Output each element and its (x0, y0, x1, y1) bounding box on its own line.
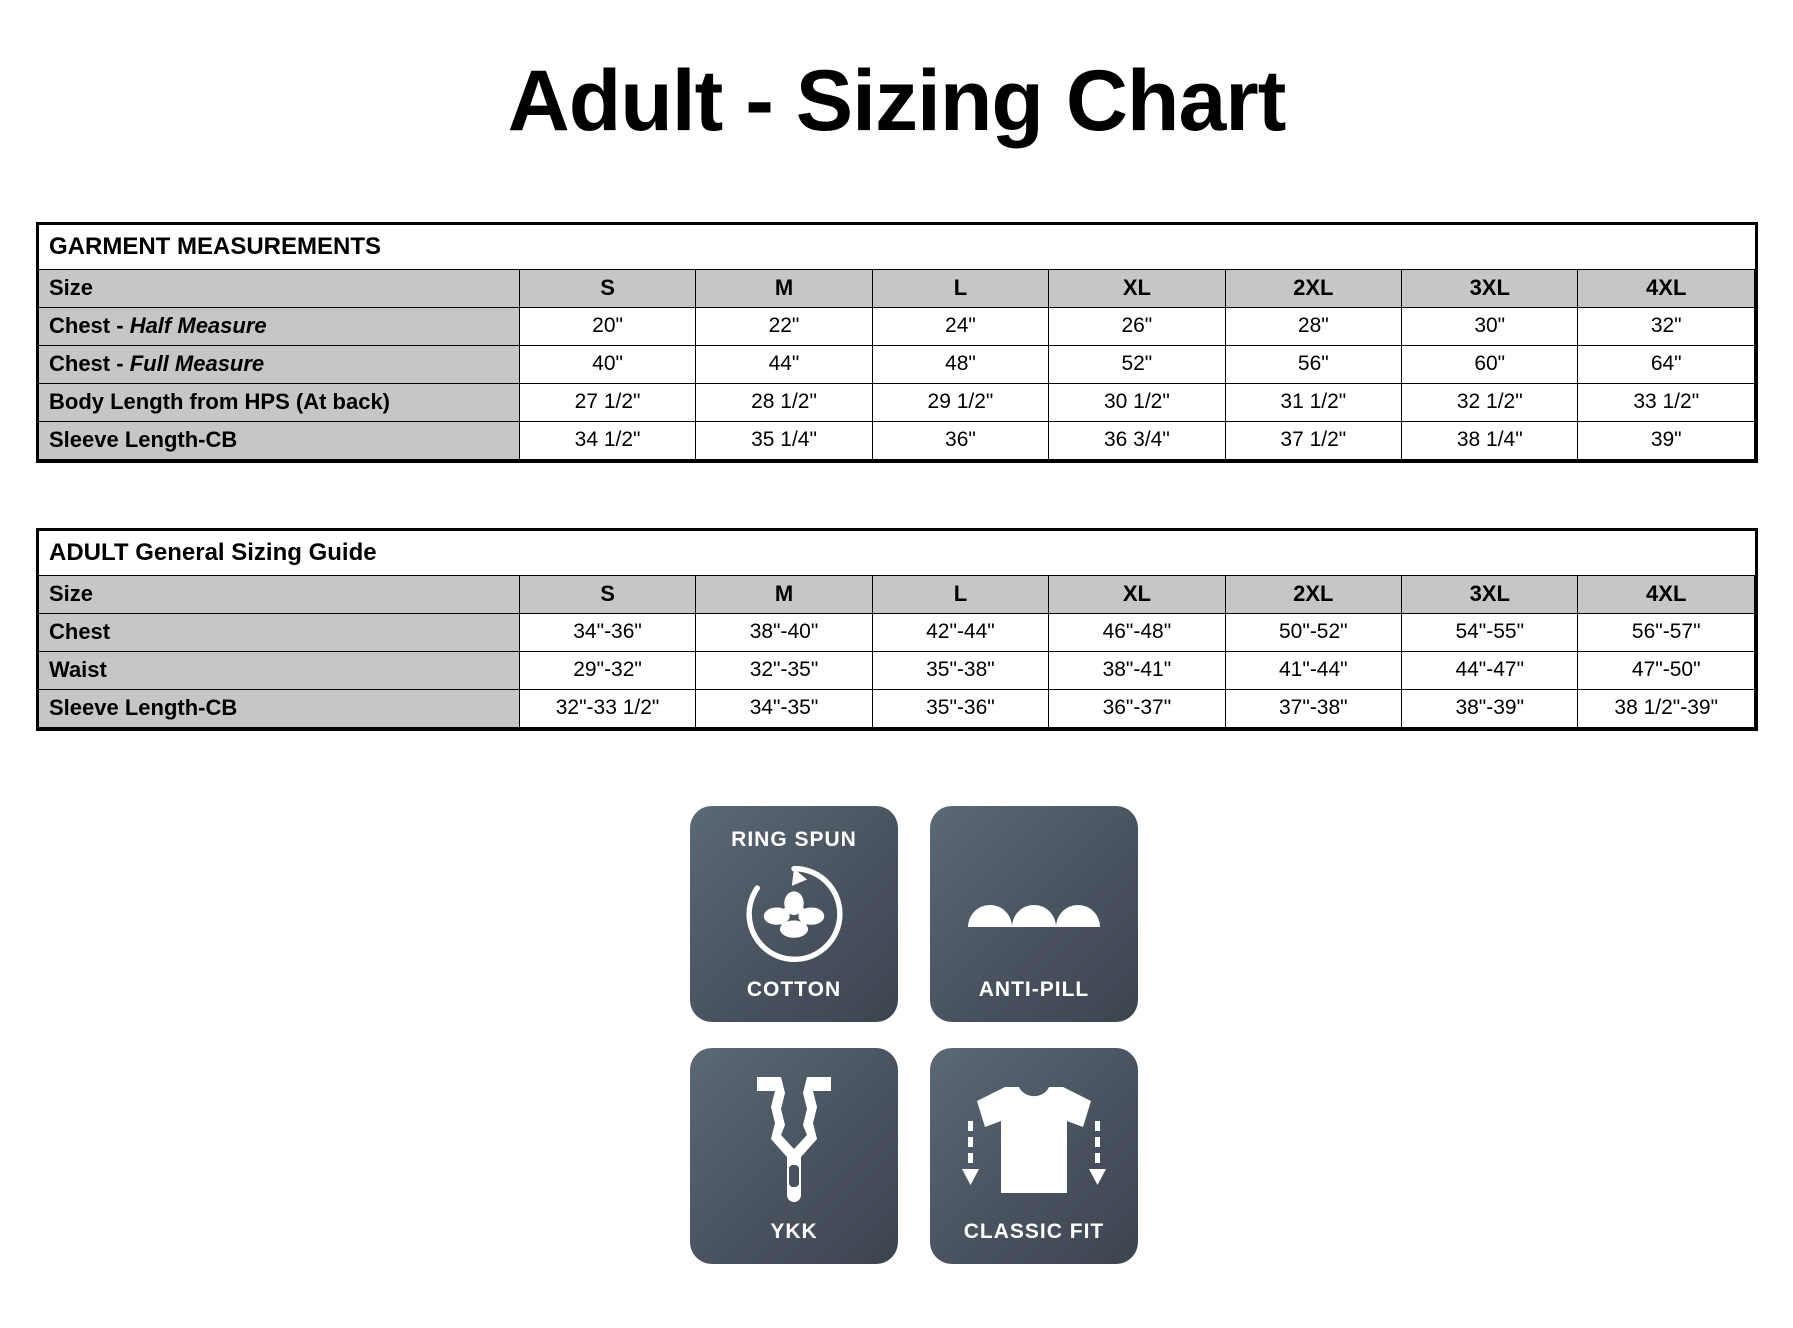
column-header-m: M (696, 575, 872, 613)
feature-tile-anti-pill (930, 806, 1138, 1022)
cell-value: 26" (1049, 307, 1225, 345)
cell-value: 31 1/2" (1225, 383, 1401, 421)
cell-value: 36 3/4" (1049, 421, 1225, 459)
column-header-4xl: 4XL (1578, 575, 1755, 613)
cotton-boll-icon (740, 860, 848, 968)
table-header-row (39, 269, 1755, 307)
feature-icons-row-2 (690, 1048, 1140, 1264)
cell-value: 36"-37" (1049, 689, 1225, 727)
cell-value: 29 1/2" (872, 383, 1048, 421)
cell-value: 22" (696, 307, 872, 345)
cell-value: 28" (1225, 307, 1401, 345)
feature-caption-bottom: ANTI-PILL (978, 978, 1090, 1001)
cell-value: 35"-36" (872, 689, 1048, 727)
cell-value: 38"-40" (696, 613, 872, 651)
page-title: Adult - Sizing Chart (507, 53, 1286, 149)
cell-value: 32" (1578, 307, 1755, 345)
garment-measurements-table (36, 222, 1758, 463)
column-header-l: L (872, 575, 1048, 613)
table-row (39, 383, 1755, 421)
cell-value: 56" (1225, 345, 1401, 383)
feature-caption-bottom: CLASSIC FIT (963, 1220, 1105, 1243)
cell-value: 38 1/4" (1402, 421, 1578, 459)
table-row (39, 307, 1755, 345)
row-label-text: Waist (49, 657, 107, 682)
general-sizing-guide-table (36, 528, 1758, 731)
cell-value: 35"-38" (872, 651, 1048, 689)
table-section-title-row (39, 225, 1755, 269)
cell-value: 34 1/2" (519, 421, 695, 459)
cell-value: 47"-50" (1578, 651, 1755, 689)
anti-pill-icon (964, 871, 1104, 931)
feature-caption-bottom: YKK (770, 1220, 818, 1243)
cell-value: 44" (696, 345, 872, 383)
row-label-emphasis: Full Measure (129, 351, 265, 376)
cell-value: 29"-32" (519, 651, 695, 689)
row-label-text: Body Length from HPS (At back) (49, 389, 391, 414)
cell-value: 64" (1578, 345, 1755, 383)
row-label-emphasis: Half Measure (129, 313, 267, 338)
row-label (39, 345, 519, 383)
feature-icons (690, 806, 1140, 1290)
feature-icons-row-1 (690, 806, 1140, 1022)
feature-caption-top: RING SPUN (731, 828, 857, 851)
cell-value: 56"-57" (1578, 613, 1755, 651)
cell-value: 52" (1049, 345, 1225, 383)
feature-tile-classic-fit (930, 1048, 1138, 1264)
column-header-m: M (696, 269, 872, 307)
row-label (39, 383, 519, 421)
cell-value: 60" (1402, 345, 1578, 383)
cell-value: 20" (519, 307, 695, 345)
cell-value: 42"-44" (872, 613, 1048, 651)
cell-value: 44"-47" (1402, 651, 1578, 689)
cell-value: 33 1/2" (1578, 383, 1755, 421)
row-label-text: Chest - (49, 313, 130, 338)
tshirt-fit-icon (959, 1079, 1109, 1207)
row-label-text: Sleeve Length-CB (49, 427, 238, 452)
table-row (39, 651, 1755, 689)
cell-value: 48" (872, 345, 1048, 383)
cell-value: 37"-38" (1225, 689, 1401, 727)
column-header-xl: XL (1049, 269, 1225, 307)
column-header-s: S (519, 575, 695, 613)
cell-value: 40" (519, 345, 695, 383)
cell-value: 37 1/2" (1225, 421, 1401, 459)
cell-value: 28 1/2" (696, 383, 872, 421)
cell-value: 50"-52" (1225, 613, 1401, 651)
cell-value: 32"-33 1/2" (519, 689, 695, 727)
feature-caption-bottom: COTTON (746, 978, 842, 1001)
cell-value: 34"-36" (519, 613, 695, 651)
cell-value: 30 1/2" (1049, 383, 1225, 421)
column-header-4xl: 4XL (1578, 269, 1755, 307)
row-label (39, 689, 519, 727)
cell-value: 54"-55" (1402, 613, 1578, 651)
cell-value: 38"-41" (1049, 651, 1225, 689)
column-header-2xl: 2XL (1225, 269, 1401, 307)
cell-value: 34"-35" (696, 689, 872, 727)
cell-value: 41"-44" (1225, 651, 1401, 689)
column-header-size: Size (39, 575, 519, 613)
column-header-3xl: 3XL (1402, 575, 1578, 613)
table-row (39, 689, 1755, 727)
column-header-s: S (519, 269, 695, 307)
cell-value: 30" (1402, 307, 1578, 345)
column-header-3xl: 3XL (1402, 269, 1578, 307)
table-header-row (39, 575, 1755, 613)
cell-value: 39" (1578, 421, 1755, 459)
cell-value: 38"-39" (1402, 689, 1578, 727)
column-header-2xl: 2XL (1225, 575, 1401, 613)
row-label (39, 613, 519, 651)
cell-value: 32"-35" (696, 651, 872, 689)
table-section-title-row (39, 531, 1755, 575)
row-label (39, 307, 519, 345)
section-title: GARMENT MEASUREMENTS (39, 225, 1755, 269)
column-header-l: L (872, 269, 1048, 307)
cell-value: 46"-48" (1049, 613, 1225, 651)
cell-value: 36" (872, 421, 1048, 459)
cell-value: 38 1/2"-39" (1578, 689, 1755, 727)
table-row (39, 345, 1755, 383)
row-label-text: Sleeve Length-CB (49, 695, 238, 720)
column-header-size: Size (39, 269, 519, 307)
table-row (39, 421, 1755, 459)
feature-tile-ykk (690, 1048, 898, 1264)
cell-value: 35 1/4" (696, 421, 872, 459)
zipper-icon (751, 1073, 837, 1213)
cell-value: 27 1/2" (519, 383, 695, 421)
table-row (39, 613, 1755, 651)
cell-value: 24" (872, 307, 1048, 345)
feature-tile-ring-spun-cotton (690, 806, 898, 1022)
row-label (39, 421, 519, 459)
cell-value: 32 1/2" (1402, 383, 1578, 421)
row-label-text: Chest - (49, 351, 130, 376)
row-label (39, 651, 519, 689)
column-header-xl: XL (1049, 575, 1225, 613)
row-label-text: Chest (49, 619, 111, 644)
section-title: ADULT General Sizing Guide (39, 531, 1755, 575)
